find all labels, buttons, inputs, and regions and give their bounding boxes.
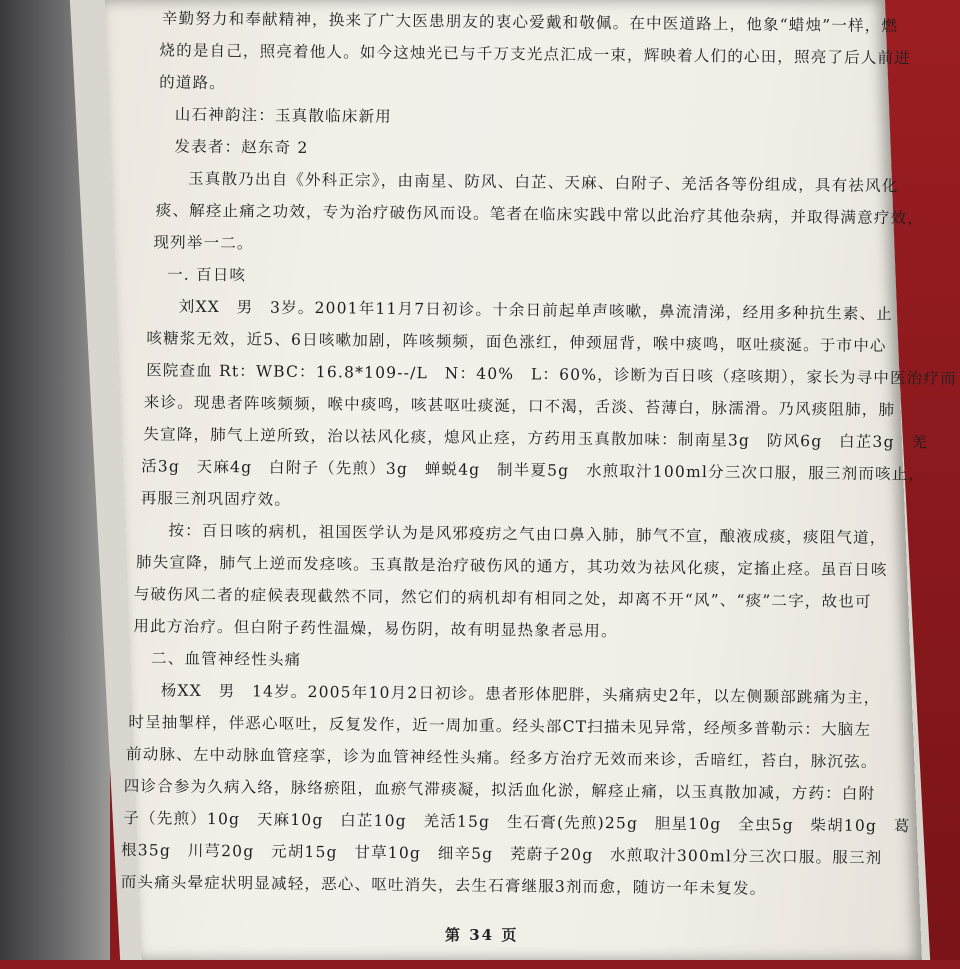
- text-line: 时呈抽掣样，伴恶心呕吐，反复发作，近一周加重。经头部CT扫描未见异常，经颅多普勒示：大脑左: [128, 713, 872, 739]
- text-line: 再服三剂巩固疗效。: [140, 489, 292, 509]
- section-heading: 二、血管神经性头痛: [151, 649, 302, 669]
- text-line: 与破伤风二者的症候表现截然不同，然它们的病机却有相同之处，却离不开“风”、“痰”二字，故也可: [133, 585, 872, 611]
- author-line: 发表者：赵东奇 2: [174, 137, 309, 157]
- text-line: 活3g 天麻4g 白附子（先煎）3g 蝉蜕4g 制半夏5g 水煎取汁100ml分三次口服，服三剂而咳止，: [141, 457, 926, 484]
- text-line: 烧的是自己，照亮着他人。如今这烛光已与千万支光点汇成一束，辉映着人们的心田，照亮了后人前进: [159, 41, 912, 68]
- section-heading: 一. 百日咳: [167, 265, 247, 285]
- text-line: 肺失宣降，肺气上逆而发痉咳。玉真散是治疗破伤风的通方，其功效为祛风化痰，定搐止痉。虽百日咳: [136, 553, 888, 580]
- text-line: 来诊。现患者阵咳频频，喉中痰鸣，咳甚呕吐痰涎，口不渴，舌淡、苔薄白，脉濡滑。乃风痰阻肺，肺: [143, 393, 896, 420]
- text-line: 现列举一二。: [153, 233, 254, 253]
- text-line: 咳糖浆无效，近5、6日咳嗽加剧，阵咳频频，面色涨红，伸颈屈背，喉中痰鸣，呕吐痰涎。于市中心: [146, 329, 887, 356]
- text-line: 辛勤努力和奉献精神，换来了广大医患朋友的衷心爱戴和敬佩。在中医道路上，他象“蜡烛”一样，燃: [161, 9, 899, 36]
- text-line: 失宣降，肺气上逆所致，治以祛风化痰，熄风止痉，方药用玉真散加味：制南星3g 防风6g 白芷3g 羌: [143, 425, 929, 452]
- text-line: 而头痛头晕症状明显减轻，恶心、呕吐消失，去生石膏继服3剂而愈，随访一年未复发。: [120, 873, 767, 898]
- page-number: 第 34 页: [445, 926, 519, 944]
- text-line: 前动脉、左中动脉血管痉挛，诊为血管神经性头痛。经多方治疗无效而来诊，舌暗红，苔白，脉沉弦。: [126, 745, 878, 771]
- text-line: 玉真散乃出自《外科正宗》，由南星、防风、白芷、天麻、白附子、羌活各等份组成，具有祛风化: [188, 169, 899, 196]
- text-line: 按：百日咳的病机，祖国医学认为是风邪疫疠之气由口鼻入肺，肺气不宣，酿液成痰，痰阻气道，: [168, 521, 887, 548]
- page-text: [110, 0, 957, 968]
- text-line: 根35g 川芎20g 元胡15g 甘草10g 细辛5g 茺蔚子20g 水煎取汁300ml分三次口服。服三剂: [121, 841, 883, 868]
- text-line: 子（先煎）10g 天麻10g 白芷10g 羌活15g 生石膏(先煎)25g 胆星10g 全虫5g 柴胡10g 葛: [123, 809, 911, 836]
- text-line: 用此方治疗。但白附子药性温燥，易伤阴，故有明显热象者忌用。: [133, 617, 618, 641]
- text-line: 的道路。: [159, 73, 227, 93]
- text-line: 痰、解痉止痛之功效，专为治疗破伤风而设。笔者在临床实践中常以此治疗其他杂病，并取得满意疗效，: [155, 201, 925, 228]
- annotation-line: 山石神韵注：玉真散临床新用: [174, 105, 392, 126]
- text-line: 杨XX 男 14岁。2005年10月2日初诊。患者形体肥胖，头痛病史2年，以左侧颞部跳痛为主，: [160, 681, 881, 707]
- text-line: 医院查血 Rt：WBC：16.8*109--/L N：40% L：60%，诊断为百日咳（痉咳期），家长为寻中医治疗而: [146, 361, 957, 388]
- text-line: 刘XX 男 3岁。2001年11月7日初诊。十余日前起单声咳嗽，鼻流清涕，经用多种抗生素、止: [178, 297, 894, 324]
- text-line: 四诊合参为久病入络，脉络瘀阻，血瘀气滞痰凝，拟活血化淤，解痉止痛，以玉真散加减，方药：白附: [123, 777, 876, 803]
